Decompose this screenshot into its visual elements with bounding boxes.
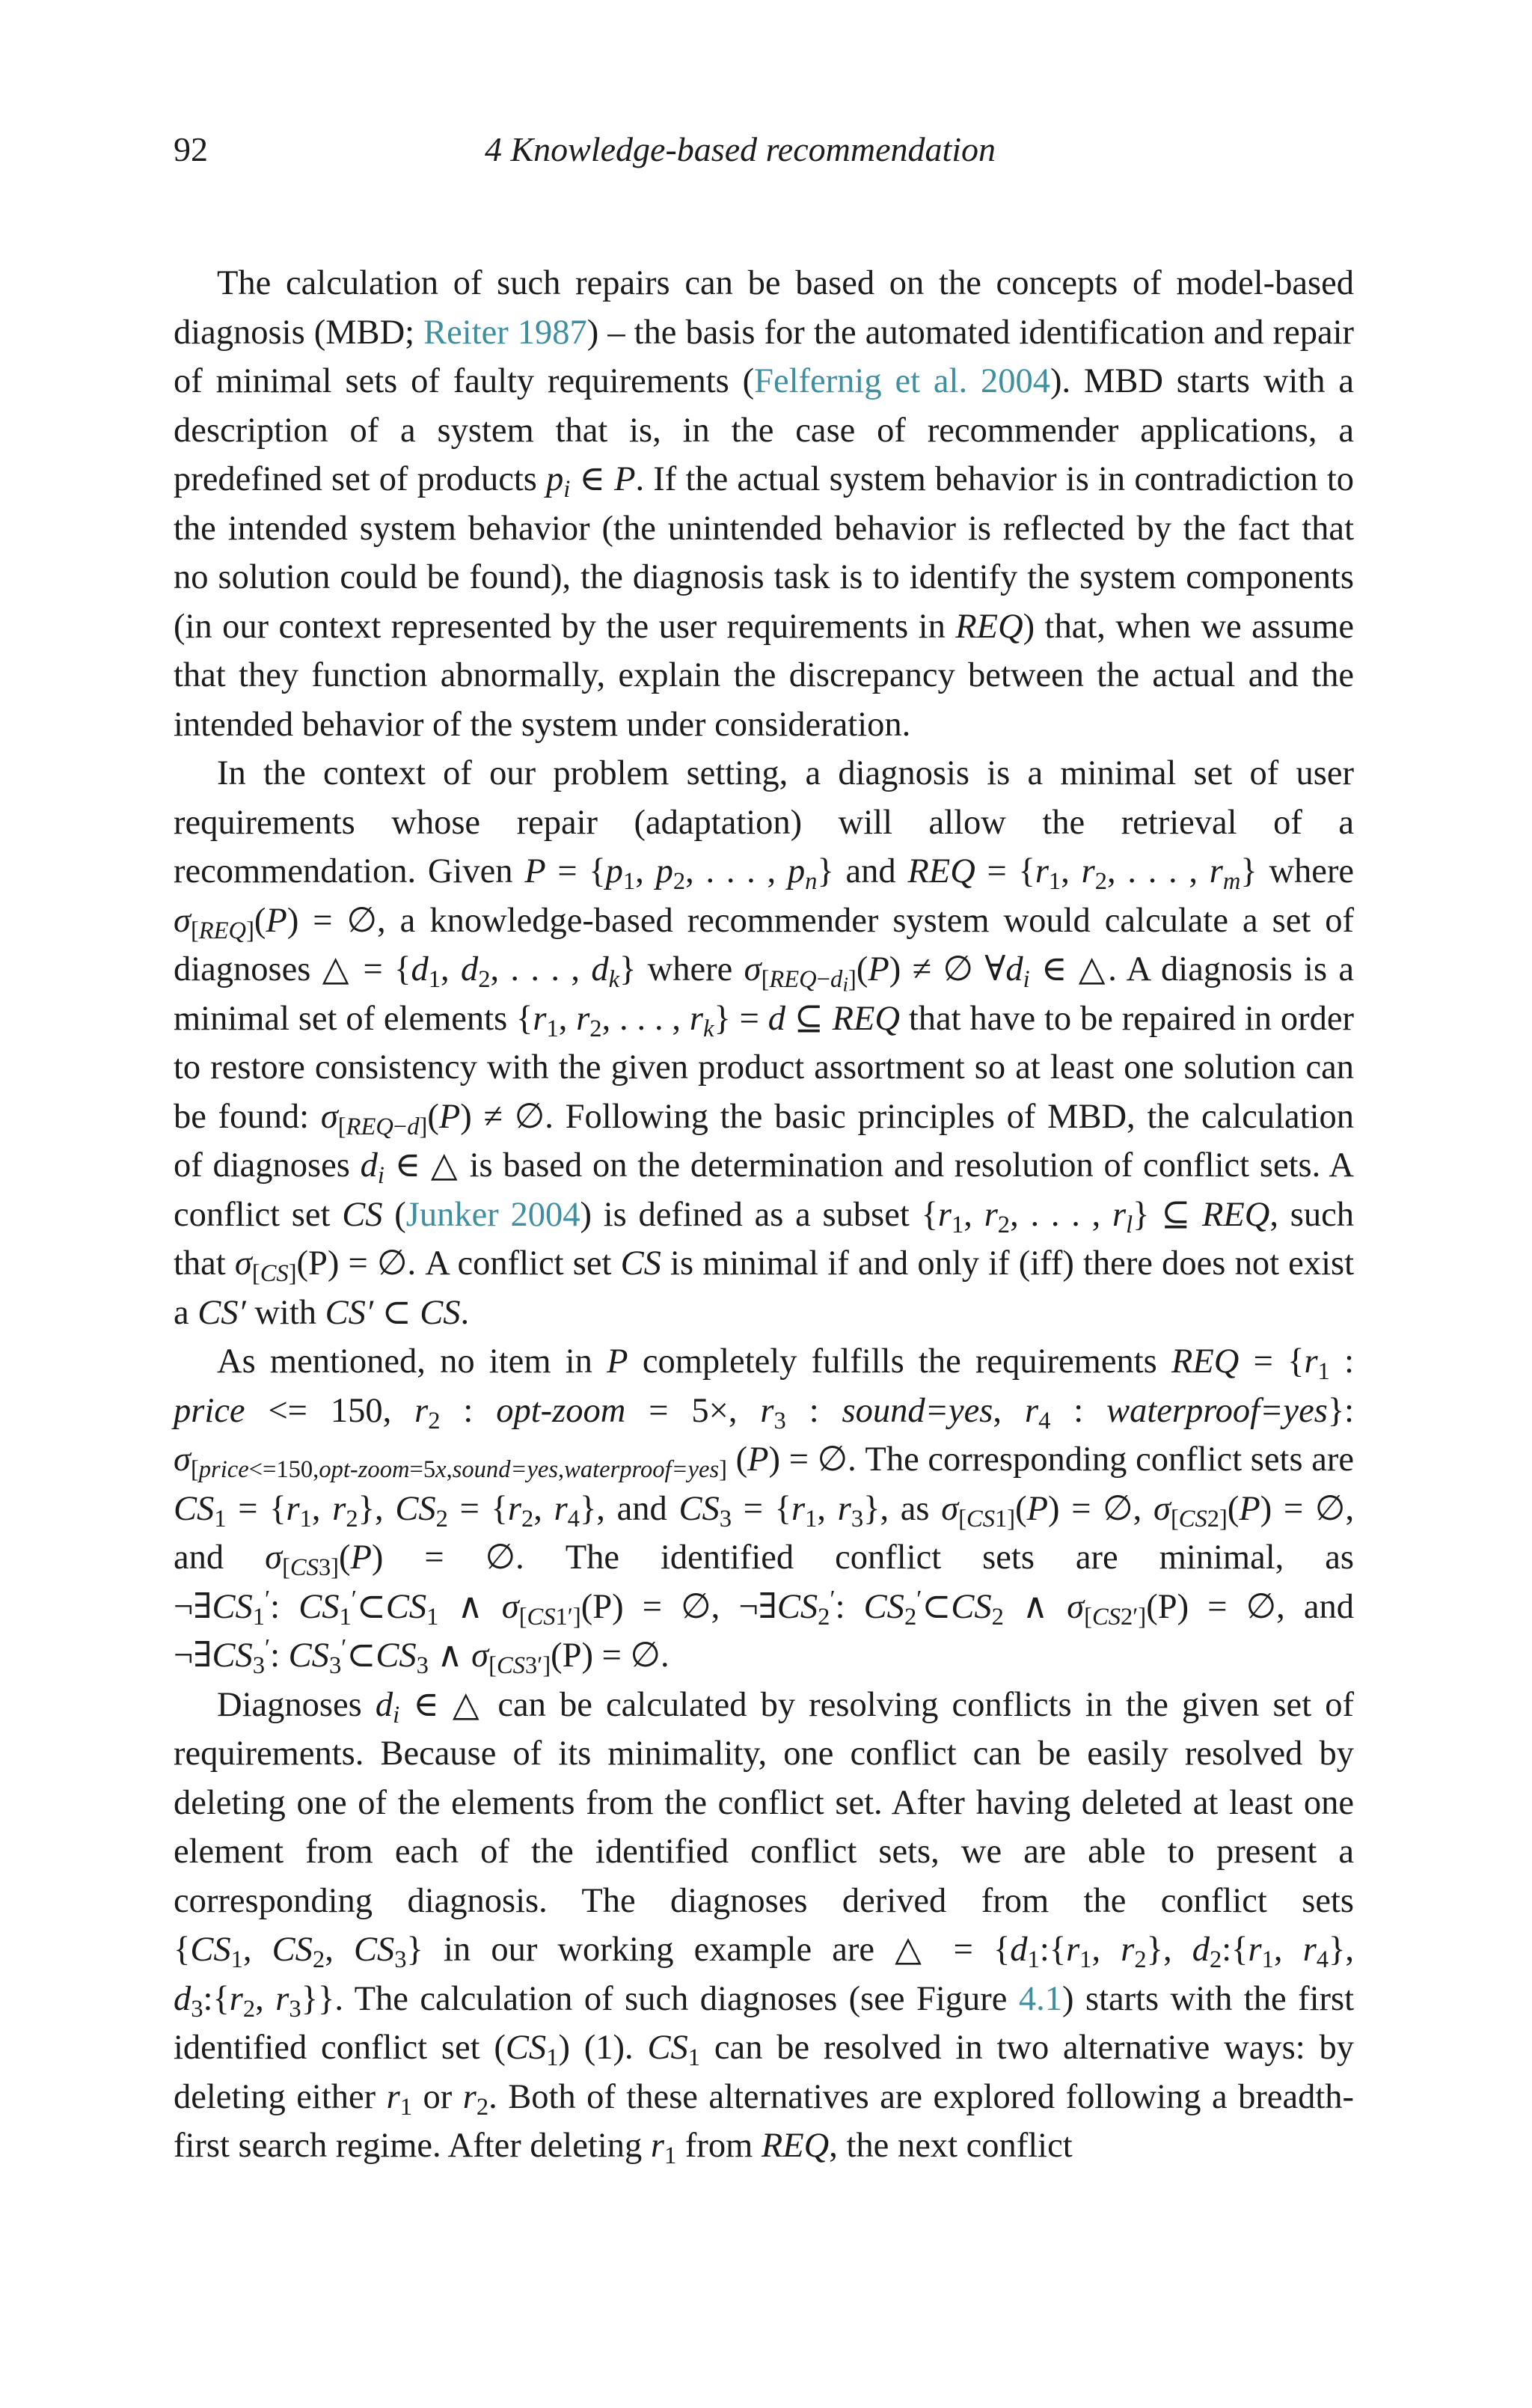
- citation-reiter-link[interactable]: Reiter 1987: [423, 313, 587, 352]
- page-header: [174, 126, 1354, 174]
- body-text: [174, 259, 1354, 2171]
- paragraph-2: In the context of our problem setting, a diagnosis is a minimal set of user requirements whose repair (adaptation) will allow the retrieval of a recommendation. Given $P = \{p_1$, $p_2$, . . . , $p_n$} and REQ = {$r_1$, $r_2$, . . . , $r_m$} where $\sigma_{[REQ]}(P)$ = ∅, a knowledge-based recommender system would calculate a set of diagnoses △ = {$d_1$, $d_2$, . . . , $d_k$} where $\sigma_{[REQ-d_i]}(P)$ ≠ ∅ $\forall d_i$ ∈ △. A diagnosis is a minimal set of elements {$r_1$, $r_2$, . . . , $r_k\} = d$ ⊆ REQ that have to be repaired in order to restore consistency with the given product assortment so at least one solution can be found: $\sigma_{[REQ-d]}(P)$ ≠ ∅. Following the basic principles of MBD, the calculation of diagnoses $d_i$ ∈ △ is based on the determination and resolution of conflict sets. A conflict set CS (Junker 2004) is defined as a subset {$r_1$, $r_2$, . . . , $r_l$} ⊆ REQ, such that $\sigma_{[CS]}(P)$ = ∅. A conflict set CS is minimal if and only if (iff) there does not exist a CS′ with CS′ ⊂ CS.: [174, 754, 1355, 1332]
- running-title: 4 Knowledge-based recommendation: [485, 130, 996, 168]
- citation-junker-link[interactable]: Junker 2004: [405, 1195, 580, 1234]
- page-number: 92: [174, 130, 208, 168]
- paragraph-1: The calculation of such repairs can be based on the concepts of model-based diagnosis (MBD; Reiter 1987) – the basis for the automated identification and repair of minimal sets of faulty requirements (Felfernig et al. 2004). MBD starts with a description of a system that is, in the case of recommender applications, a predefined set of products $p_i$ ∈ P. If the actual system behavior is in contradiction to the intended system behavior (the unintended behavior is reflected by the fact that no solution could be found), the diagnosis task is to identify the system components (in our context represented by the user requirements in REQ) that, when we assume that they function abnormally, explain the discrepancy between the actual and the intended behavior of the system under consideration.: [174, 264, 1354, 744]
- citation-felfernig-link[interactable]: Felfernig et al. 2004: [754, 362, 1050, 400]
- paragraph-3: As mentioned, no item in P completely fulfills the requirements REQ = {$r_1$ : price <= 150, $r_2$ : opt-zoom = 5×, $r_3$ : sound=yes, $r_4$ : waterproof=yes}: $\sigma_{[price<=150,opt-zoom=5x,sound=yes,waterproof=yes]}$ (P) = ∅. The corresponding conflict sets are $CS_1 = \{r_1$, $r_2$}, $CS_2 = \{r_2$, $r_4$}, and $CS_3 = \{r_1$, $r_3$}, as $\sigma_{[CS1]}(P)$ = ∅, $\sigma_{[CS2]}(P)$ = ∅, and $\sigma_{[CS3]}(P)$ = ∅. The identified conflict sets are minimal, as $\neg\exists CS_1'$: $CS_1'\subset CS_1$ ∧ $\sigma_{[CS1']}(P)$ = ∅, $\neg\exists CS_2'$: $CS_2'\subset CS_2$ ∧ $\sigma_{[CS2']}(P)$ = ∅, and $\neg\exists CS_3'$: $CS_3'\subset CS_3$ ∧ $\sigma_{[CS3']}(P)$ = ∅.: [174, 1342, 1355, 1680]
- figure-4-1-link[interactable]: 4.1: [1018, 1979, 1063, 2018]
- paragraph-4: Diagnoses $d_i$ ∈ △ can be calculated by resolving conflicts in the given set of requirements. Because of its minimality, one conflict can be easily resolved by deleting one of the elements from the conflict set. After having deleted at least one element from each of the identified conflict sets, we are able to present a corresponding diagnosis. The diagnoses derived from the conflict sets {$CS_1$, $CS_2$, $CS_3$} in our working example are △ = {$d_1:\{r_1$, $r_2$}, $d_2:\{r_1$, $r_4$}, $d_3:\{r_2$, $r_3$}}. The calculation of such diagnoses (see Figure 4.1) starts with the first identified conflict set $(CS_1)$ (1). $CS_1$ can be resolved in two alternative ways: by deleting either $r_1$ or $r_2$. Both of these alternatives are explored following a breadth-first search regime. After deleting $r_1$ from REQ, the next conflict: [174, 1685, 1355, 2170]
